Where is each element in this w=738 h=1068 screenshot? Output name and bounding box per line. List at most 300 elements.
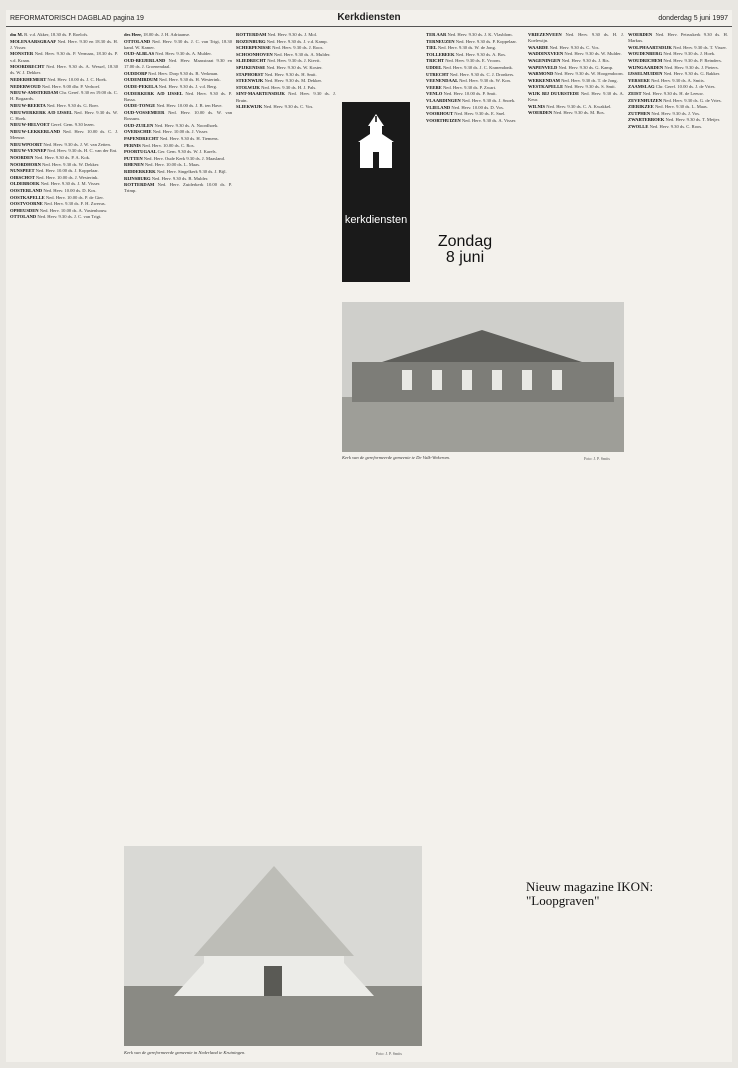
service-listing (124, 103, 232, 109)
service-details: Ned. Herv. 9.30 ds. J. Roos. (272, 45, 324, 51)
service-details: Ned. Herv. 9.30 ds. W. Hoogendoorn. (554, 71, 624, 77)
service-listing (628, 78, 728, 84)
service-listing (124, 110, 232, 122)
header-left: REFORMATORISCH DAGBLAD pagina 19 (10, 15, 144, 22)
place-name: NOORDEN (10, 154, 35, 160)
service-details: Ned. Herv. 10.00 ds. C. Ros. (142, 142, 195, 148)
service-listing (628, 71, 728, 77)
logo-title: kerkdiensten (344, 214, 408, 226)
place-name: WAPENVELD (528, 64, 559, 70)
place-name: STEENWIJK (236, 78, 265, 84)
service-details: Ned. Herv. 9.30 ds. L. Maas. (654, 104, 708, 110)
place-name: TERNEUZEN (426, 38, 456, 44)
place-name: ROTTERDAM (236, 32, 268, 37)
service-listing (10, 181, 118, 187)
service-details: Ned. Herv. 9.30 ds. P. Reinders. (663, 57, 722, 63)
service-listing (124, 32, 232, 38)
place-name: OOSTKAPELLE (10, 194, 46, 200)
article-headline: Nieuw magazine IKON: "Loopgraven" (526, 879, 654, 908)
service-listing (10, 51, 118, 63)
service-details: Ned. Herv. 9.30 ds. M. Bos. (553, 110, 605, 116)
service-listing (528, 32, 624, 44)
service-listing (528, 58, 624, 64)
service-listing (528, 84, 624, 90)
service-details: Ned. Herv. 9.30 ds. H. Smit. (264, 71, 317, 77)
service-listing (10, 129, 118, 141)
service-details: Ned. Herv. 9.30 ds. W. Kon. (459, 78, 511, 84)
service-details: B. v.d. Akker, 18.30 ds. P. Roelofs. (24, 32, 89, 37)
service-details: Ned. Herv. Petruskerk 9.30 ds. H. Markus. (628, 32, 728, 44)
service-listing (124, 123, 232, 129)
place-name: ZEIST (628, 90, 643, 96)
place-name: PAPENDRECHT (124, 135, 160, 141)
service-details: Ned. Herv. 9.30 ds. A. Bos. (455, 51, 507, 57)
service-details: Ned. Herv. 10.00 ds. J. Westerink. (35, 174, 99, 180)
service-details: Ned. Herv. 9.30 ds. J. Hoek. (663, 51, 716, 57)
place-name: MOORDRECHT (10, 64, 47, 70)
service-listing (10, 90, 118, 102)
service-listing (10, 148, 118, 154)
service-details: Ned. Herv. 9.30 ds. A. Noordhoek. (154, 122, 219, 128)
place-name: ZWARTEBROEK (628, 117, 666, 123)
place-name: VEERE (426, 84, 443, 90)
service-details: Ned. Herv. 9.30 ds. J. Pieters. (664, 64, 719, 70)
service-details: Ger. Gem. 9.30 ds. W. J. Karels. (157, 149, 217, 155)
service-listing (628, 65, 728, 71)
service-listing (528, 71, 624, 77)
date-line1: Zondag (437, 233, 493, 250)
place-name: WERKENDAM (528, 77, 562, 83)
place-name: WOUDENBERG (628, 51, 664, 57)
service-details: Ned. Herv. 9.30 ds. C. Vos. (549, 44, 600, 50)
service-listing (528, 91, 624, 103)
place-name: SPIJKENISSE (236, 64, 267, 70)
service-listing (10, 214, 118, 220)
place-name: UTRECHT (426, 71, 450, 77)
service-listing (426, 32, 522, 38)
place-name: WAGENINGEN (528, 57, 562, 63)
service-listing (124, 77, 232, 83)
service-listing (124, 176, 232, 182)
service-details: Ned. Herv. 9.30 ds. J. C. van Trigt, 18.30 kand. W. Kamer. (124, 38, 232, 50)
service-details: Ned. Herv. Maasstraat 9.30 en 17.00 ds. J. Groenendaal. (124, 57, 232, 70)
service-details: Ned. Herv. 9.30 ds. J. Mol. (267, 32, 318, 37)
service-listing (628, 84, 728, 90)
place-name: OLDEBROEK (10, 181, 41, 187)
place-name: VRIEZENVEEN (528, 32, 566, 37)
service-details: Ned. Herv. 9.30 ds. E. Vroom. (445, 58, 501, 64)
service-details: Ned. Herv. 9.30 ds. H. J. Koelewijn. (528, 32, 624, 44)
service-details: Ned. Herv. 10.00 ds. C. J. Meeuse. (10, 128, 118, 141)
service-details: Ned. Herv. 9.30 ds. P. Bassa. (124, 90, 232, 102)
service-details: Ned. Herv. 10.00 ds. P. de Gier. (45, 194, 104, 200)
place-name: NIEUW-AMSTERDAM (10, 90, 60, 96)
service-listing (628, 45, 728, 51)
place-name: RHENEN (124, 162, 145, 168)
place-name: UDDEL (426, 64, 443, 70)
newspaper-page (6, 10, 732, 1062)
service-details: Geref. Gem. 9.30 lezen. (50, 122, 95, 128)
church-photo-top (342, 302, 624, 452)
service-details: Ned. Herv. 9.30 en 18.30 ds. H. J. Visser. (10, 38, 118, 50)
place-name: OIRSCHOT (10, 174, 36, 180)
service-details: Ned. Herv. 10.00 ds. D. Vos. (451, 104, 504, 110)
service-details: Ned. Herv. 9.30 ds. T. Meijer. (665, 117, 721, 123)
service-listing (10, 162, 118, 168)
place-name: WOUDRICHEM (628, 57, 664, 63)
service-details: Ned. Herv. 9.30 ds. J. v.d. Berg. (158, 83, 218, 89)
service-details: Ned. Herv. 9.30 ds. P. Koppelaar. (455, 38, 517, 44)
service-details: Ned. Herv. 9.30 ds. W. Dekker. (42, 161, 100, 167)
service-listing (528, 65, 624, 71)
place-name: ROZENBURG (236, 38, 267, 44)
place-name: STOLWIJK (236, 84, 262, 90)
service-listing (628, 58, 728, 64)
service-details: Ned. Herv. 9.30 ds. H. Tiemens. (159, 135, 219, 141)
service-listing (426, 72, 522, 78)
service-details: Ned. Herv. 9.30 ds. H. C. van der Ent. (47, 148, 118, 154)
service-listing (236, 72, 336, 78)
service-details: Ned. Herv. 9.30 ds. C. J. Dronkers. (449, 71, 515, 77)
service-listing (124, 162, 232, 168)
service-details: Ned. Herv. 10.00 ds. P. Smit. (443, 91, 497, 97)
date-line2: 8 juni (445, 249, 485, 266)
service-listing (124, 39, 232, 51)
service-listing (426, 118, 522, 124)
bottom-photo-caption: Kerk van de gereformeerde gemeente in Nederland te Kruiningen. (124, 1050, 246, 1055)
place-name: OPHEUSDEN (10, 207, 40, 213)
service-details: Ned. Herv. 9.30 ds. A. Mulder. (155, 51, 212, 57)
service-details: Ned. Herv. 9.30 ds. H. J. Pals. (261, 84, 317, 90)
service-details: Ned. Herv. 10.00 ds. L. Maas. (144, 162, 201, 168)
service-details: Ned. Herv. Zuiderkerk 10.00 ds. P. Trimp. (124, 182, 232, 194)
service-listing (628, 98, 728, 104)
place-name: OOSTERLAND (10, 187, 44, 193)
service-listing (10, 103, 118, 109)
column-2 (124, 32, 232, 842)
place-name: WOERDEN (628, 32, 656, 37)
place-name: STAPHORST (236, 71, 265, 77)
service-listing (124, 149, 232, 155)
place-name: TRICHT (426, 58, 446, 64)
top-photo-caption: Kerk van de gereformeerde gemeente te De Valk-Wekerom. (342, 455, 450, 460)
service-listing (628, 51, 728, 57)
place-name: NIEUWPOORT (10, 141, 44, 147)
place-name: NOORDHORN (10, 161, 43, 167)
place-name: ROTTERDAM (124, 182, 158, 188)
place-name: SLIEDRECHT (236, 58, 268, 64)
service-details: Ned. Herv. Dorp 9.30 ds. B. Verkman. (148, 70, 219, 76)
place-name: OUD-ALBLAS (124, 51, 156, 57)
place-name: OUDE-PEKELA (124, 83, 159, 89)
service-details: Ned. Herv. 9.30 ds. J. W. van Zetten. (43, 141, 111, 147)
place-name: NIEUW-BEERTA (10, 102, 47, 108)
place-name: VENLO (426, 91, 444, 97)
place-name: NEDERHEMERT (10, 76, 48, 82)
place-name: OVERSCHIE (124, 129, 153, 135)
header-date: donderdag 5 juni 1997 (658, 15, 728, 22)
service-listing (10, 122, 118, 128)
place-name: WESTKAPELLE (528, 84, 565, 90)
place-name: WOLPHAARTSDIJK (628, 44, 674, 50)
service-listing (628, 91, 728, 97)
page-header (6, 10, 732, 27)
place-name: MOLENAARSGRAAF (10, 38, 58, 44)
service-details: Ned. Herv. 9.30 ds. H. de Leeuw. (642, 90, 704, 96)
service-listing (10, 84, 118, 90)
place-name: VOORHOUT (426, 111, 455, 117)
place-name: ZIERIKZEE (628, 104, 655, 110)
service-details: Ned. Herv. 10.00 ds. J. Visser. (152, 129, 209, 135)
place-name: WARMOND (528, 71, 555, 77)
place-name: OUDERKERK A/D IJSSEL (124, 90, 186, 96)
place-name: RIJNSBURG (124, 175, 152, 181)
place-name: PERNIS (124, 142, 142, 148)
service-details: Ned. Herv. 9.30 ds. C. A. Kwakkel. (546, 103, 612, 109)
service-listing (124, 156, 232, 162)
service-listing (10, 168, 118, 174)
service-details: Chr. Geref. 9.30 en 19.00 ds. C. H. Bogaards. (10, 90, 118, 102)
service-listing (10, 32, 118, 38)
church-photo-bottom (124, 846, 422, 1046)
service-listing (10, 64, 118, 76)
place-name: SLIEKWIJK (236, 104, 264, 110)
service-listing (236, 78, 336, 84)
service-details: Ned. Herv. 9.30 ds. J. K. Vlasblom. (447, 32, 513, 37)
service-listing (426, 98, 522, 104)
service-listing (426, 105, 522, 111)
service-listing (10, 39, 118, 51)
place-name: YERSEKE (628, 77, 652, 83)
service-listing (628, 117, 728, 123)
service-details: Ned. Herv. 9.30 ds. T. Visser. (673, 44, 727, 50)
place-name: WIJNGAARDEN (628, 64, 665, 70)
service-listing (426, 91, 522, 97)
service-listing (528, 110, 624, 116)
service-listing (10, 77, 118, 83)
place-name: ZWOLLE (628, 123, 650, 129)
service-details: Ned. Herv. 9.30 ds. C. Roos. (649, 123, 703, 129)
service-listing (236, 52, 336, 58)
service-details: Ned. Herv. 10.00 ds. W. van Rossum. (124, 109, 232, 122)
place-name: WILNIS (528, 103, 547, 109)
service-details: Ned. Herv. 9.30 ds. J. C. Kranendonk. (442, 64, 513, 70)
service-listing (10, 188, 118, 194)
service-listing (236, 39, 336, 45)
service-listing (236, 32, 336, 38)
service-listing (10, 201, 118, 207)
place-name: OUDDORP (124, 70, 149, 76)
service-listing (10, 195, 118, 201)
service-listing (124, 169, 232, 175)
service-details: Ned. Herv. Singelkerk 9.30 ds. J. Bijl. (156, 168, 227, 174)
service-listing (124, 84, 232, 90)
section-title: Kerkdiensten (337, 12, 401, 23)
place-name: NUNSPEET (10, 168, 36, 174)
service-listing (426, 45, 522, 51)
service-listing (236, 45, 336, 51)
service-details: Ned. Herv. 9.30 ds. T. de Jong. (561, 77, 618, 83)
column-4-top (426, 32, 522, 232)
service-details: Ned. Herv. 9.30 ds. P. Zwart. (442, 84, 497, 90)
service-listing (10, 175, 118, 181)
service-details: Ned. Herv. 9.30 ds. S. Smit. (564, 84, 616, 90)
service-details: Ned. Herv. 9.30 ds. J. Vos. (651, 110, 701, 116)
service-listing (236, 104, 336, 110)
service-details: 18.00 ds. J. H. Adriaanse. (143, 32, 191, 37)
service-details: Ned. Herv. 9.30 ds. J. Bruin. (236, 91, 336, 103)
place-name: NIEUW-VENNEP (10, 148, 48, 154)
place-name: SINT-MAARTENSDIJK (236, 91, 289, 97)
service-details: Ned. Herv. 9.30 ds. A. Visser. (461, 117, 517, 123)
service-listing (528, 51, 624, 57)
service-details: Chr. Geref. 10.00 ds. J. de Vries. (655, 84, 716, 90)
service-details: Ned. Herv. 9.30 ds. A. Smits. (651, 77, 705, 83)
service-details: Ned. Herv. 9.30 ds. W. de Jong. (437, 45, 497, 51)
service-listing (236, 65, 336, 71)
service-listing (628, 104, 728, 110)
service-details: Ned. Herv. 9.30 ds. J. v.d. Kamp. (266, 38, 328, 44)
place-name: WAARDE (528, 44, 550, 50)
place-name: IJSSELMUIDEN (628, 71, 664, 77)
place-name: OUD-VOSSEMEER (124, 109, 169, 115)
service-details: Ned. Herv. 9.30 ds. P. A. Kok. (34, 154, 91, 160)
column-3-top (236, 32, 336, 292)
place-name: NIEUW-HELVOET (10, 122, 51, 128)
service-details: Ned. Herv. 9.30 ds. G. de Vries. (663, 97, 722, 103)
service-details: Ned. Herv. 9.30 ds. G. Bakker. (663, 71, 721, 77)
service-details: Ned. Herv. 9.30 ds. F. H. Zwerus. (43, 201, 106, 207)
place-name: ZEVENHUIZEN (628, 97, 664, 103)
place-name: TIEL (426, 45, 438, 51)
service-details: Ned. Herv. 9.30 ds. J. C. van Trigt. (37, 214, 102, 220)
service-details: Ned. Herv. 9.30 ds. W. Mulder. (564, 51, 622, 57)
service-details: Ned. Herv. 9.30 ds. P. Vermaas, 18.30 ds. P. v.d. Kraan. (10, 51, 118, 63)
service-details: Ned. Herv. 9.30 ds. J. M. Visser. (40, 181, 101, 187)
service-listing (426, 65, 522, 71)
place-name: WOERDEN (528, 110, 554, 116)
place-name: SCHERPENISSE (236, 45, 273, 51)
place-name: VEENENDAAL (426, 78, 460, 84)
service-details: Ned. Herv. 9.30 ds. G. Kamp. (558, 64, 614, 70)
service-details: Ned. Herv. 10.00 ds. A. Vastenhouw. (39, 207, 108, 213)
place-name: WIJK BIJ DUURSTEDE (528, 90, 581, 96)
place-name: VLIELAND (426, 104, 452, 110)
place-name: OTTOLAND (124, 38, 152, 44)
service-listing (528, 78, 624, 84)
service-listing (10, 208, 118, 214)
service-listing (124, 182, 232, 194)
service-details: Ned. Herv. 9.30 ds. J. Kievit. (267, 58, 321, 64)
place-name: WADDINXVEEN (528, 51, 565, 57)
service-details: Ned. Herv. 10.00 ds. J. Koppelaar. (35, 168, 99, 174)
place-name: OUD-BEIJERLAND (124, 57, 169, 63)
service-details: Ned. Herv. 9.30 ds. B. Mulder. (151, 175, 209, 181)
church-icon (354, 112, 398, 170)
service-details: Ned. Herv. 9.30 ds. A. Mulder. (273, 51, 331, 57)
place-name: POORTUGAAL (124, 149, 158, 155)
service-details: Ned. Herv. 9.30 ds. J. Snoek. (461, 97, 516, 103)
service-listing (628, 124, 728, 130)
service-listing (10, 142, 118, 148)
service-listing (124, 71, 232, 77)
service-listing (528, 45, 624, 51)
service-listing (236, 58, 336, 64)
service-listing (426, 39, 522, 45)
place-name: OUD-ZUILEN (124, 122, 155, 128)
service-details: Ned. Herv. 9.30 ds. A. Keur. (528, 90, 624, 103)
service-listing (426, 58, 522, 64)
place-name: PUTTEN (124, 155, 144, 161)
service-details: Ned. Herv. 9.30 ds. W. Koster. (266, 64, 323, 70)
place-name: OUDE-TONGE (124, 103, 157, 109)
service-listing (124, 51, 232, 57)
service-listing (528, 104, 624, 110)
place-name: RIDDERKERK (124, 168, 157, 174)
service-listing (236, 91, 336, 103)
service-details: Ned. Herv. 9.30 ds. A. Wessel, 18.30 ds. W. J. Dekker. (10, 64, 118, 76)
service-listing (236, 85, 336, 91)
service-details: Ned. Herv. 10.00 ds. D. Kos. (43, 187, 97, 193)
service-details: Ned. Herv. 9.30 ds. W. C. Hoek. (10, 109, 118, 121)
service-details: Ned. Herv. 9.30 ds. H. Westerink. (158, 77, 221, 83)
service-listing (10, 110, 118, 122)
service-details: Ned. Herv. 9.00 dhr. P. Verhoef. (41, 83, 101, 89)
service-listing (124, 136, 232, 142)
service-listing (124, 129, 232, 135)
place-name: MONSTER (10, 51, 35, 57)
place-name: SCHOONHOVEN (236, 51, 274, 57)
place-name: ZAAMSLAG (628, 84, 656, 90)
kerkdiensten-logo (342, 102, 410, 282)
place-name: OUDEMIRDUM (124, 77, 159, 83)
column-1 (10, 32, 118, 1058)
service-listing (124, 91, 232, 103)
service-details: Ned. Herv. 10.00 ds. J. C. Hoek. (47, 76, 107, 82)
place-name: TOLLEBEEK (426, 51, 456, 57)
service-listing (426, 111, 522, 117)
bottom-photo-credit: Foto: J. P. Smits (376, 1051, 402, 1056)
service-date (410, 234, 520, 266)
service-listing (124, 143, 232, 149)
service-details: Ned. Herv. 9.30 ds. G. Boer. (46, 102, 99, 108)
place-name: ZUTPHEN (628, 110, 652, 116)
place-name: NEDERWOUD (10, 83, 42, 89)
service-listing (628, 32, 728, 44)
service-listing (628, 111, 728, 117)
place-name: VLAARDINGEN (426, 97, 462, 103)
service-details: Ned. Herv. Oude Kerk 9.30 ds. J. Maasland. (143, 155, 226, 161)
service-listing (124, 58, 232, 70)
place-name: des Heer, (124, 32, 144, 37)
service-listing (426, 85, 522, 91)
place-name: OTTOLAND (10, 214, 38, 220)
service-details: Ned. Herv. 9.30 ds. C. Vos. (263, 104, 314, 110)
service-details: Ned. Herv. 9.30 ds. E. Snel. (454, 111, 506, 117)
place-name: NIEUWERKERK A/D IJSSEL (10, 109, 74, 115)
place-name: NIEUW-LEKKERLAND (10, 128, 63, 134)
service-details: Ned. Herv. 10.00 ds. J. B. ten Have. (156, 103, 223, 109)
service-details: Ned. Herv. 9.30 ds. J. Ris. (561, 57, 610, 63)
service-listing (426, 78, 522, 84)
top-photo-credit: Foto: J. P. Smits (584, 456, 610, 461)
service-details: Ned. Herv. 9.30 ds. M. Dekker. (264, 78, 322, 84)
place-name: TER AAR (426, 32, 448, 37)
service-listing (10, 155, 118, 161)
place-name: dm M. (10, 32, 25, 37)
place-name: VOORTHUIZEN (426, 117, 462, 123)
service-listing (426, 52, 522, 58)
